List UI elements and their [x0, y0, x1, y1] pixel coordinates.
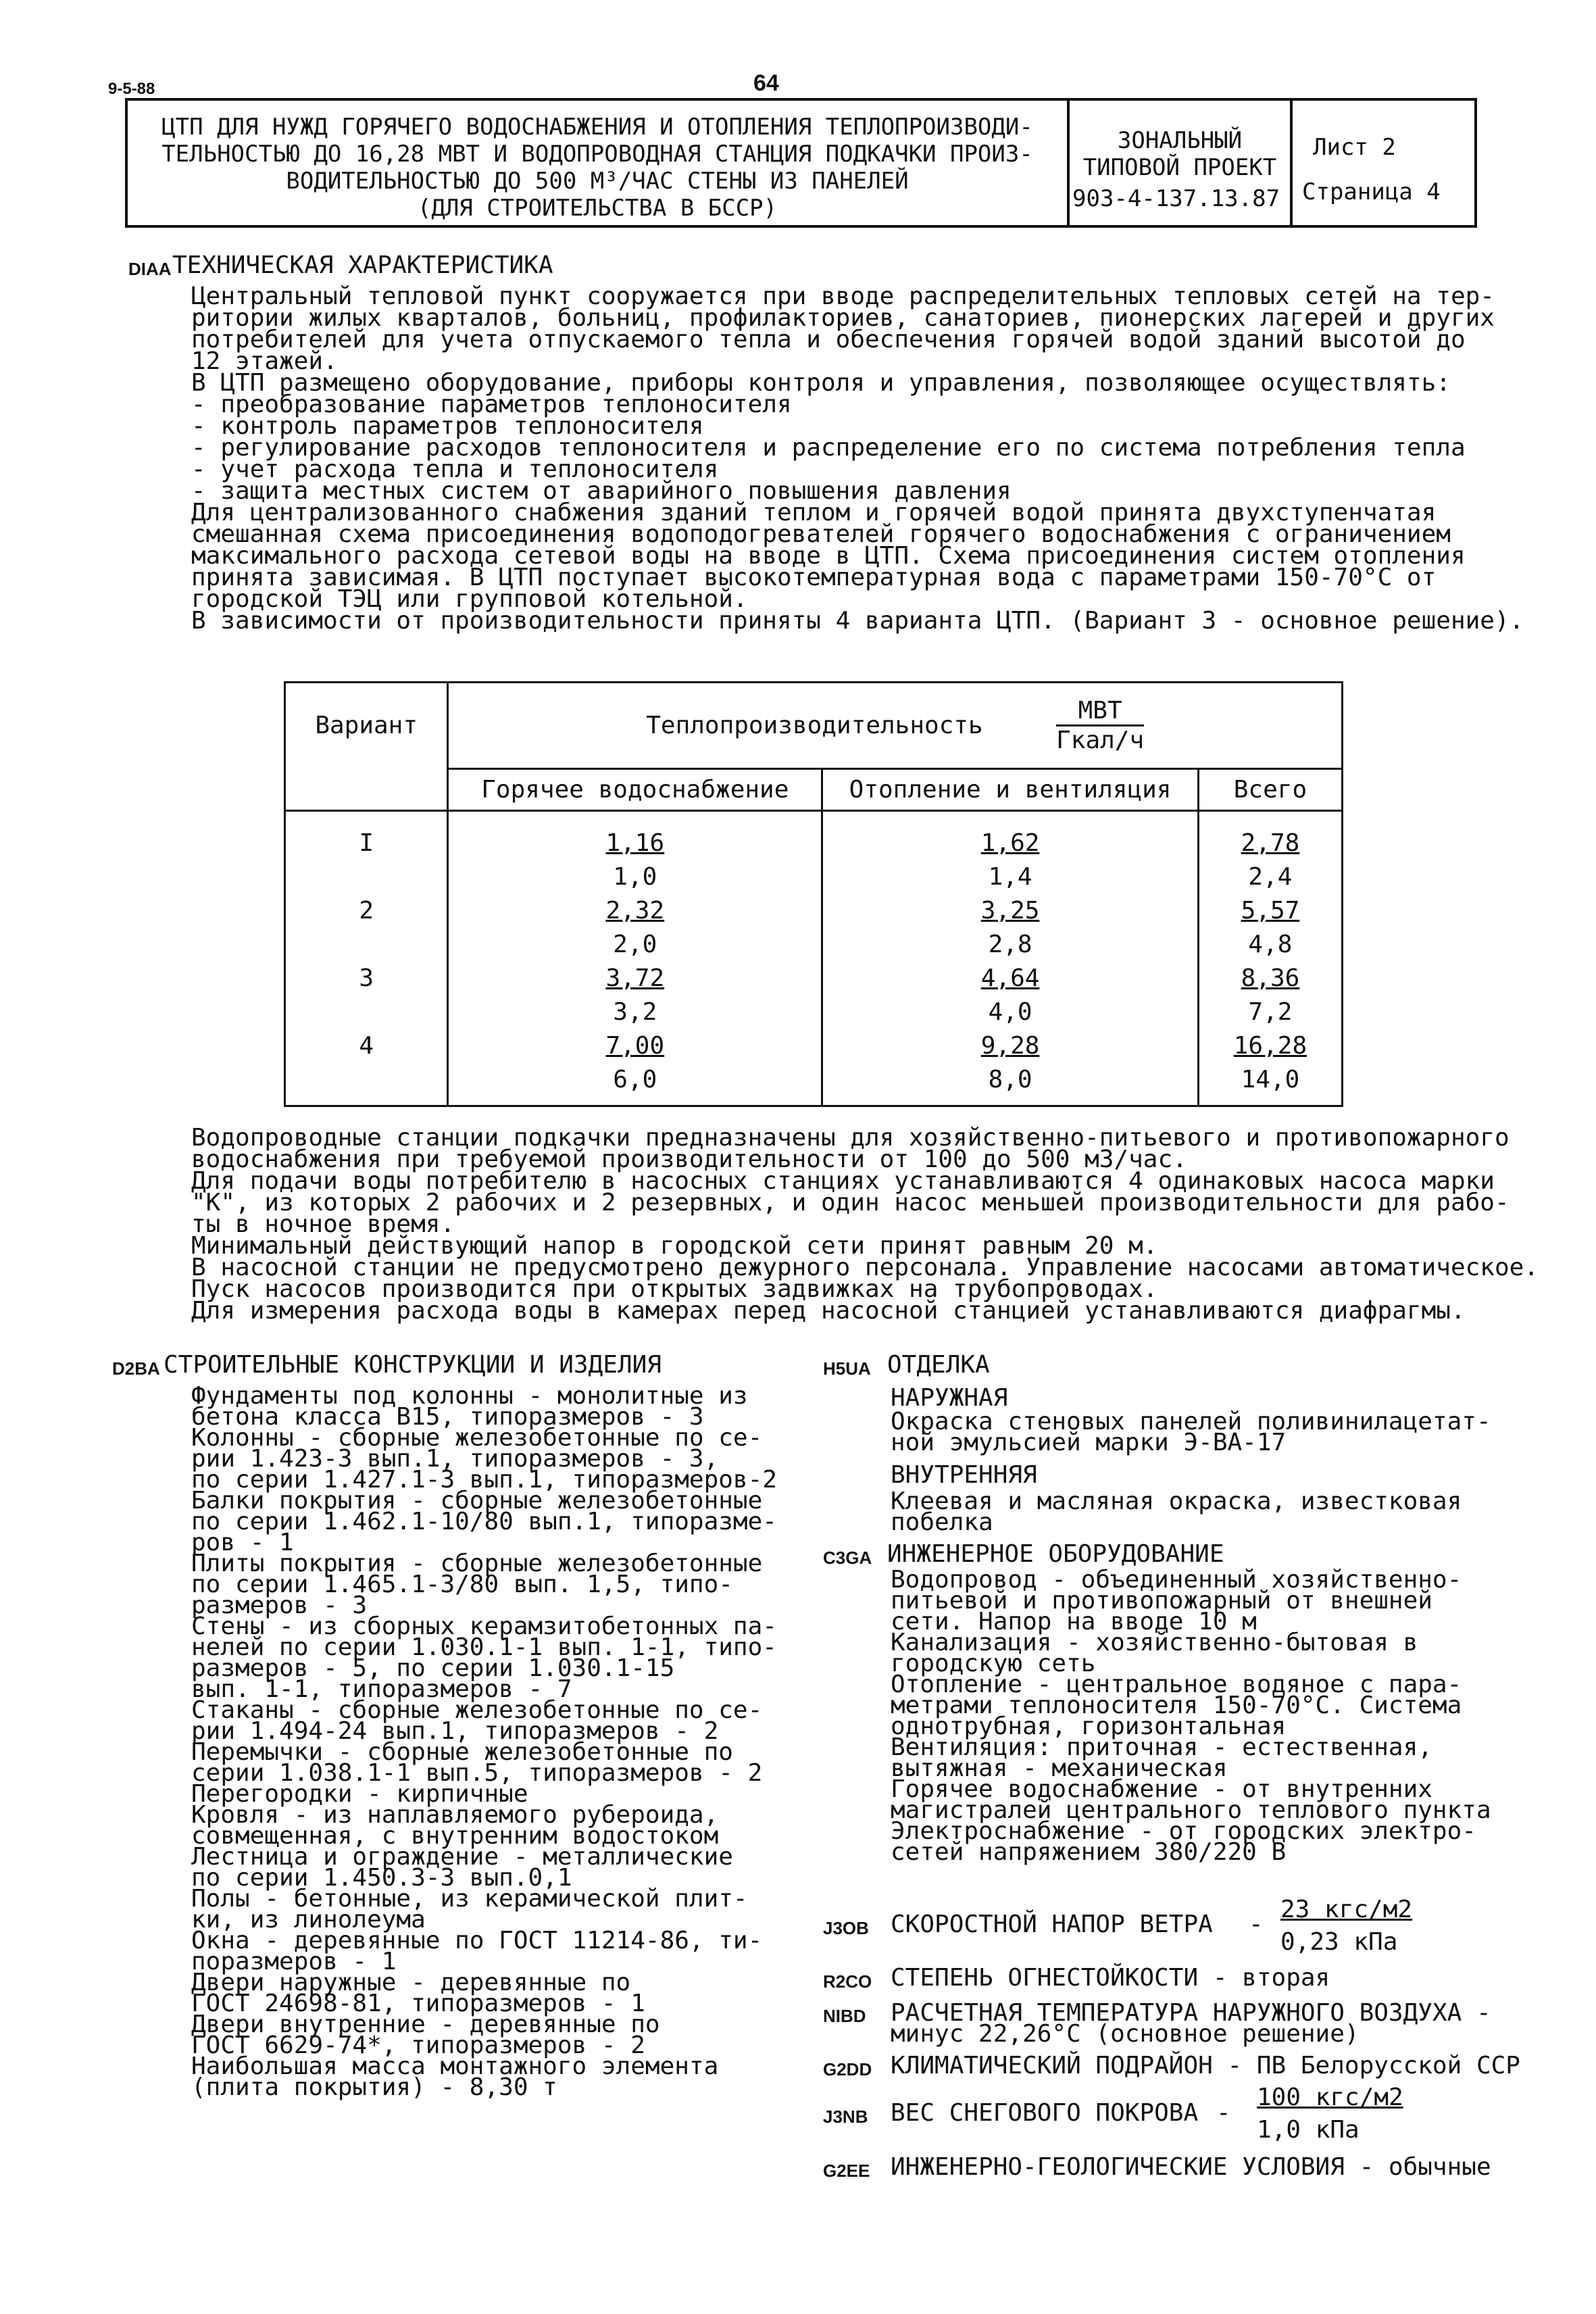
table-body-variants: I 2 3 4 [285, 811, 448, 1106]
sheet-label: Лист 2 [1313, 134, 1396, 161]
text-line: Горячее водоснабжение - от внутренних [891, 1775, 1432, 1803]
th-hot-water: Горячее водоснабжение [448, 769, 822, 811]
title-line-3: ВОДИТЕЛЬНОСТЬЮ ДО 500 М³/ЧАС СТЕНЫ ИЗ ПАНЕЛЕЙ [286, 168, 909, 195]
page-number: 64 [753, 70, 779, 96]
text-line: - регулирование расходов теплоносителя и распределение его по система потребления тепла [191, 434, 1466, 462]
section-code: H5UA [823, 1358, 871, 1379]
unit-fraction: $\frac{\text{МВТ}}{\text{Гкал/ч}}$ [1056, 697, 1145, 754]
th-capacity: Теплопроизводительность $\frac{\text{МВТ}}{\text{Гкал/ч}}$ [448, 683, 1343, 769]
text-line: вып. 1-1, типоразмеров - 7 [191, 1675, 572, 1703]
text-line: ГОСТ 24698-81, типоразмеров - 1 [191, 1990, 645, 2017]
text-line: по серии 1.465.1-3/80 вып. 1,5, типо- [191, 1571, 733, 1598]
section-code: DIAA [128, 259, 172, 279]
text-line: В зависимости от производительности приняты 4 варианта ЦТП. (Вариант 3 - основное решение). [191, 607, 1524, 635]
text-line: Вентиляция: приточная - естественная, [891, 1733, 1432, 1761]
th-total: Всего [1198, 769, 1342, 811]
text-line: Балки покрытия - сборные железобетонные [191, 1487, 763, 1515]
text-line: - защита местных систем от аварийного повышения давления [191, 477, 1012, 505]
text-line: "К", из которых 2 рабочих и 2 резервных, и один насос меньшей производительности для рабо- [191, 1189, 1510, 1216]
tech-text [191, 282, 1524, 635]
text-line: максимального расхода сетевой воды на вводе в ЦТП. Схема присоединения систем отопления [191, 542, 1466, 570]
text-line: Двери наружные - деревянные по [191, 1969, 631, 1996]
finish-outer-text [891, 1408, 1491, 1456]
table-body-total: 2,78 2,4 5,57 4,8 8,36 7,2 16,28 14,0 [1198, 811, 1342, 1106]
text-line: Фундаменты под колонны - монолитные из [191, 1382, 748, 1410]
text-line: Кровля - из наплавляемого рубероида, [191, 1801, 719, 1829]
project-label-2: ТИПОВОЙ ПРОЕКТ [1082, 154, 1277, 181]
text-line: Стены - из сборных керамзитобетонных па- [191, 1613, 777, 1640]
text-line: ной эмульсией марки Э-ВА-17 [891, 1429, 1287, 1456]
text-line: Наибольшая масса монтажного элемента [191, 2052, 719, 2080]
section-code: C3GA [823, 1548, 872, 1568]
table-body-hot: 1,16 1,0 2,32 2,0 3,72 3,2 7,00 6,0 [448, 811, 822, 1106]
text-line: принята зависимая. В ЦТП поступает высокотемпературная вода с параметрами 150-70°С от [191, 564, 1437, 591]
section-code: G2EE [823, 2161, 870, 2181]
page-label: Страница 4 [1302, 178, 1441, 205]
table-body-heat: 1,62 1,4 3,25 2,8 4,64 4,0 9,28 8,0 [822, 811, 1199, 1106]
sheet-cell [1293, 101, 1474, 225]
text-line: питьевой и противопожарный от внешней [891, 1587, 1432, 1615]
text-line: по серии 1.462.1-10/80 вып.1, типоразме- [191, 1508, 777, 1535]
section-title: СТРОИТЕЛЬНЫЕ КОНСТРУКЦИИ И ИЗДЕЛИЯ [164, 1351, 662, 1379]
project-cell [1070, 101, 1293, 225]
title-cell [128, 101, 1070, 225]
project-label-1: ЗОНАЛЬНЫЙ [1117, 127, 1243, 154]
finish-subtitle-inner: ВНУТРЕННЯЯ [891, 1461, 1037, 1489]
text-line: Для измерения расхода воды в камерах перед насосной станцией устанавливаются диафрагмы. [191, 1297, 1466, 1325]
text-line: Минимальный действующий напор в городской сети принят равным 20 м. [191, 1232, 1158, 1260]
title-block [125, 98, 1477, 228]
text-line: рии 1.494-24 вып.1, типоразмеров - 2 [191, 1717, 719, 1745]
text-line: совмещенная, с внутренним водостоком [191, 1822, 719, 1850]
constructions-text [191, 1382, 777, 2101]
text-line: Окна - деревянные по ГОСТ 11214-86, ти- [191, 1927, 763, 1954]
text-line: Окраска стеновых панелей поливинилацетат- [891, 1408, 1491, 1435]
title-line-4: (ДЛЯ СТРОИТЕЛЬСТВА В БССР) [417, 195, 778, 222]
text-line: В ЦТП размещено оборудование, приборы контроля и управления, позволяющее осуществлять: [191, 369, 1451, 397]
th-heating: Отопление и вентиляция [822, 769, 1199, 811]
snow-value-kgs: 100 кгс/м2 [1257, 2084, 1403, 2111]
text-line: - контроль параметров теплоносителя [191, 412, 704, 440]
finish-subtitle-outer: НАРУЖНАЯ [891, 1384, 1008, 1412]
text-line: магистралей центрального теплового пункта [891, 1796, 1491, 1824]
text-line: В насосной станции не предусмотрено дежурного персонала. Управление насосами автоматическое. [191, 1254, 1539, 1281]
temperature-value: минус 22,26°С (основное решение) [891, 2020, 1360, 2048]
text-line: Двери внутренние - деревянные по [191, 2011, 660, 2038]
text-line: ритории жилых кварталов, больниц, профилакториев, санаториев, пионерских лагерей и других [191, 304, 1495, 332]
text-line: городской ТЭЦ или групповой котельной. [191, 585, 748, 613]
text-line: размеров - 3 [191, 1592, 368, 1619]
capacity-table [284, 681, 1343, 1107]
equipment-text [891, 1566, 1491, 1866]
text-line: однотрубная, горизонтальная [891, 1713, 1287, 1740]
text-line: Пуск насосов производится при открытых задвижках на трубопроводах. [191, 1275, 1158, 1303]
text-line: - преобразование параметров теплоносителя [191, 391, 792, 418]
text-line: Перегородки - кирпичные [191, 1780, 528, 1808]
text-line: Колонны - сборные железобетонные по се- [191, 1424, 763, 1452]
text-line: Электроснабжение - от городских электро- [891, 1817, 1476, 1845]
text-line: Лестница и ограждение - металлические [191, 1843, 733, 1871]
snow-value-kpa: 1,0 кПа [1257, 2116, 1360, 2144]
title-line-2: ТЕЛЬНОСТЬЮ ДО 16,28 МВТ И ВОДОПРОВОДНАЯ СТАНЦИЯ ПОДКАЧКИ ПРОИЗ- [161, 141, 1033, 168]
wind-dash: - [1249, 1911, 1264, 1938]
text-line: размеров - 5, по серии 1.030.1-15 [191, 1654, 675, 1682]
text-line: 12 этажей. [191, 347, 338, 375]
text-line: ров - 1 [191, 1529, 294, 1556]
section-code: D2BA [112, 1358, 160, 1379]
text-line: Плиты покрытия - сборные железобетонные [191, 1550, 763, 1577]
text-line: Для централизованного снабжения зданий теплом и горячей водой принята двухступенчатая [191, 499, 1437, 526]
section-code: R2CO [823, 1971, 872, 1992]
text-line: ки, из линолеума [191, 1906, 426, 1934]
text-line: Центральный тепловой пункт сооружается при вводе распределительных тепловых сетей на тер- [191, 282, 1495, 310]
text-line: Отопление - центральное водяное с пара- [891, 1671, 1462, 1698]
text-line: вытяжная - механическая [891, 1754, 1228, 1782]
pump-station-text [191, 1124, 1539, 1325]
section-code: NIBD [823, 2006, 866, 2026]
text-line: водоснабжения при требуемой производительности от 100 до 500 м3/час. [191, 1146, 1187, 1173]
text-line: серии 1.038.1-1 вып.5, типоразмеров - 2 [191, 1759, 763, 1787]
text-line: потребителей для учета отпускаемого тепла и обеспечения горячей водой зданий высотой до [191, 326, 1466, 353]
text-line: побелка [891, 1508, 993, 1536]
text-line: городскую сеть [891, 1650, 1096, 1677]
section-code: J3NB [823, 2107, 868, 2127]
th-variant: Вариант [285, 683, 448, 811]
wind-value-kgs: 23 кгс/м2 [1280, 1896, 1413, 1923]
geology-conditions: ИНЖЕНЕРНО-ГЕОЛОГИЧЕСКИЕ УСЛОВИЯ - обычные [891, 2153, 1491, 2181]
text-line: сети. Напор на вводе 10 м [891, 1608, 1257, 1635]
text-line: по серии 1.427.1-3 вып.1, типоразмеров-2 [191, 1466, 777, 1494]
text-line: ты в ночное время. [191, 1210, 455, 1238]
section-title: ОТДЕЛКА [887, 1351, 990, 1379]
text-line: Водопровод - объединенный хозяйственно- [891, 1566, 1462, 1594]
snow-dash: - [1216, 2099, 1231, 2127]
text-line: нелей по серии 1.030.1-1 вып. 1-1, типо- [191, 1633, 777, 1661]
text-line: Для подачи воды потребителю в насосных станциях устанавливаются 4 одинаковых насоса марки [191, 1167, 1495, 1195]
text-line: Стаканы - сборные железобетонные по се- [191, 1696, 763, 1724]
text-line: Полы - бетонные, из керамической плит- [191, 1885, 748, 1913]
text-line: поразмеров - 1 [191, 1948, 397, 1975]
climate-subregion: КЛИМАТИЧЕСКИЙ ПОДРАЙОН - ПВ Белорусской ССР [891, 2052, 1520, 2079]
section-code: J3OB [823, 1918, 869, 1938]
snow-title: ВЕС СНЕГОВОГО ПОКРОВА [891, 2099, 1199, 2127]
text-line: Водопроводные станции подкачки предназначены для хозяйственно-питьевого и противопожарного [191, 1124, 1510, 1152]
text-line: ГОСТ 6629-74*, типоразмеров - 2 [191, 2032, 645, 2059]
section-title: ТЕХНИЧЕСКАЯ ХАРАКТЕРИСТИКА [172, 251, 553, 279]
wind-value-kpa: 0,23 кПа [1280, 1928, 1398, 1956]
text-line: Перемычки - сборные железобетонные по [191, 1738, 733, 1766]
text-line: смешанная схема присоединения водоподогревателей горячего водоснабжения с ограничением [191, 520, 1451, 548]
project-number: 903-4-137.13.87 [1072, 185, 1280, 212]
text-line: Клеевая и масляная окраска, известковая [891, 1487, 1462, 1515]
temperature-title: РАСЧЕТНАЯ ТЕМПЕРАТУРА НАРУЖНОГО ВОЗДУХА - [891, 1999, 1491, 2027]
text-line: рии 1.423-3 вып.1, типоразмеров - 3, [191, 1445, 719, 1473]
section-code: G2DD [823, 2059, 872, 2079]
title-line-1: ЦТП ДЛЯ НУЖД ГОРЯЧЕГО ВОДОСНАБЖЕНИЯ И ОТОПЛЕНИЯ ТЕПЛОПРОИЗВОДИ- [161, 114, 1033, 141]
wind-title: СКОРОСТНОЙ НАПОР ВЕТРА [891, 1911, 1213, 1938]
finish-inner-text [891, 1487, 1462, 1536]
section-title: ИНЖЕНЕРНОЕ ОБОРУДОВАНИЕ [887, 1540, 1224, 1568]
text-line: сетей напряжением 380/220 В [891, 1838, 1287, 1866]
text-line: бетона класса В15, типоразмеров - 3 [191, 1403, 704, 1431]
fire-resistance: СТЕПЕНЬ ОГНЕСТОЙКОСТИ - вторая [891, 1964, 1330, 1992]
text-line: по серии 1.450.3-3 вып.0,1 [191, 1864, 572, 1892]
text-line: метрами теплоносителя 150-70°С. Система [891, 1692, 1462, 1719]
page-code: 9-5-88 [108, 80, 155, 98]
text-line: Канализация - хозяйственно-бытовая в [891, 1629, 1418, 1656]
text-line: - учет расхода тепла и теплоносителя [191, 456, 719, 483]
text-line: (плита покрытия) - 8,30 т [191, 2073, 557, 2101]
